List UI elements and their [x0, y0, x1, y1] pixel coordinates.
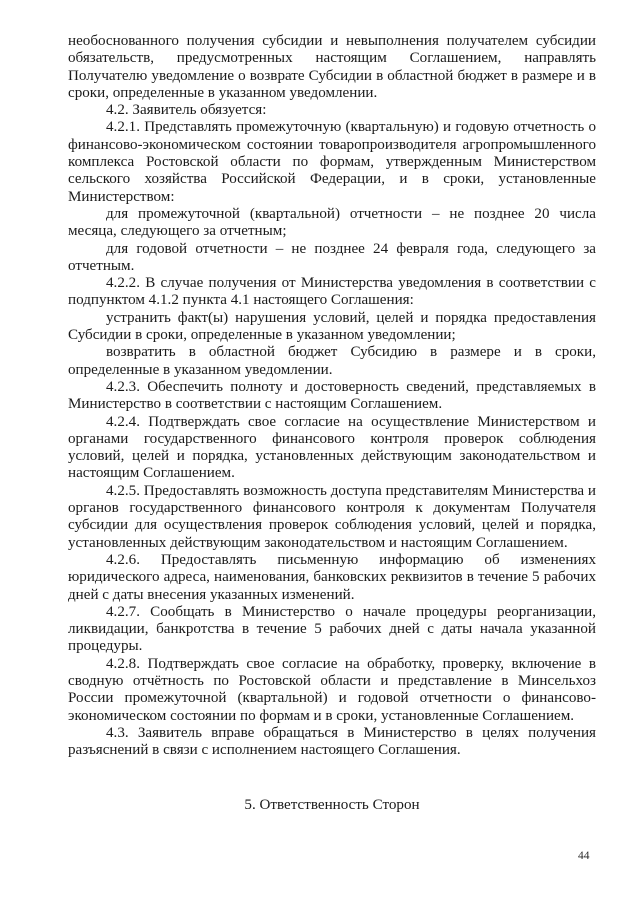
paragraph: устранить факт(ы) нарушения условий, целей и порядка предоставления Субсидии в сроки, определенные в указанном уведомлении; [68, 309, 596, 344]
paragraph: 4.2. Заявитель обязуется: [106, 102, 267, 119]
paragraph: 4.2.4. Подтверждать свое согласие на осуществление Министерством и органами государственного финансового контроля проверок соблюдения условий, целей и порядка, установленных действующим законодательством и настоящим Соглашением. [68, 413, 596, 482]
paragraph: 4.2.6. Предоставлять письменную информацию об изменениях юридического адреса, наименования, банковских реквизитов в течение 5 рабочих дней с даты внесения указанных изменений. [68, 551, 596, 603]
paragraph: 4.2.5. Предоставлять возможность доступа представителям Министерства и органов государственного финансового контроля к документам Получателя субсидии для осуществления проверок соблюдения условий, целей и порядка, установленных действующим законодательством и настоящим Соглашением. [68, 482, 596, 551]
paragraph: возвратить в областной бюджет Субсидию в размере и в сроки, определенные в указанном уведомлении. [68, 344, 596, 378]
paragraph: необоснованного получения субсидии и невыполнения получателем субсидии обязательств, предусмотренных настоящим Соглашением, направлять Получателю уведомление о возврате Субсидии в областной бюджет в размере и в сроки, определенные в указанном уведомлении. [68, 33, 596, 101]
paragraph: 4.2.7. Сообщать в Министерство о начале процедуры реорганизации, ликвидации, банкротства в течение 5 рабочих дней с даты начала указанной процедуры. [68, 603, 596, 655]
document-body [68, 33, 596, 759]
paragraph: 4.3. Заявитель вправе обращаться в Министерство в целях получения разъяснений в связи с исполнением настоящего Соглашения. [68, 724, 596, 759]
paragraph: 4.2.8. Подтверждать свое согласие на обработку, проверку, включение в сводную отчётность по Ростовской области и представление в Минсельхоз России промежуточной (квартальной) и годовой отчетности о финансово-экономическом состоянии по формам и в сроки, установленные Соглашением. [68, 655, 596, 724]
paragraph: 4.2.3. Обеспечить полноту и достоверность сведений, представляемых в Министерство в соответствии с настоящим Соглашением. [68, 378, 596, 413]
paragraph: для годовой отчетности – не позднее 24 февраля года, следующего за отчетным. [68, 240, 596, 274]
paragraph: 4.2.2. В случае получения от Министерства уведомления в соответствии с подпунктом 4.1.2 пункта 4.1 настоящего Соглашения: [68, 275, 596, 309]
paragraph: для промежуточной (квартальной) отчетности – не позднее 20 числа месяца, следующего за отчетным; [68, 205, 596, 240]
section-heading: 5. Ответственность Сторон [244, 797, 420, 813]
page-number: 44 [578, 850, 590, 862]
paragraph: 4.2.1. Представлять промежуточную (квартальную) и годовую отчетность о финансово-экономическом состоянии товаропроизводителя агропромышленного комплекса Ростовской области по формам, утвержденным Министерством сельского хозяйства Российской Федерации, и в сроки, установленные Министерством: [68, 119, 596, 205]
